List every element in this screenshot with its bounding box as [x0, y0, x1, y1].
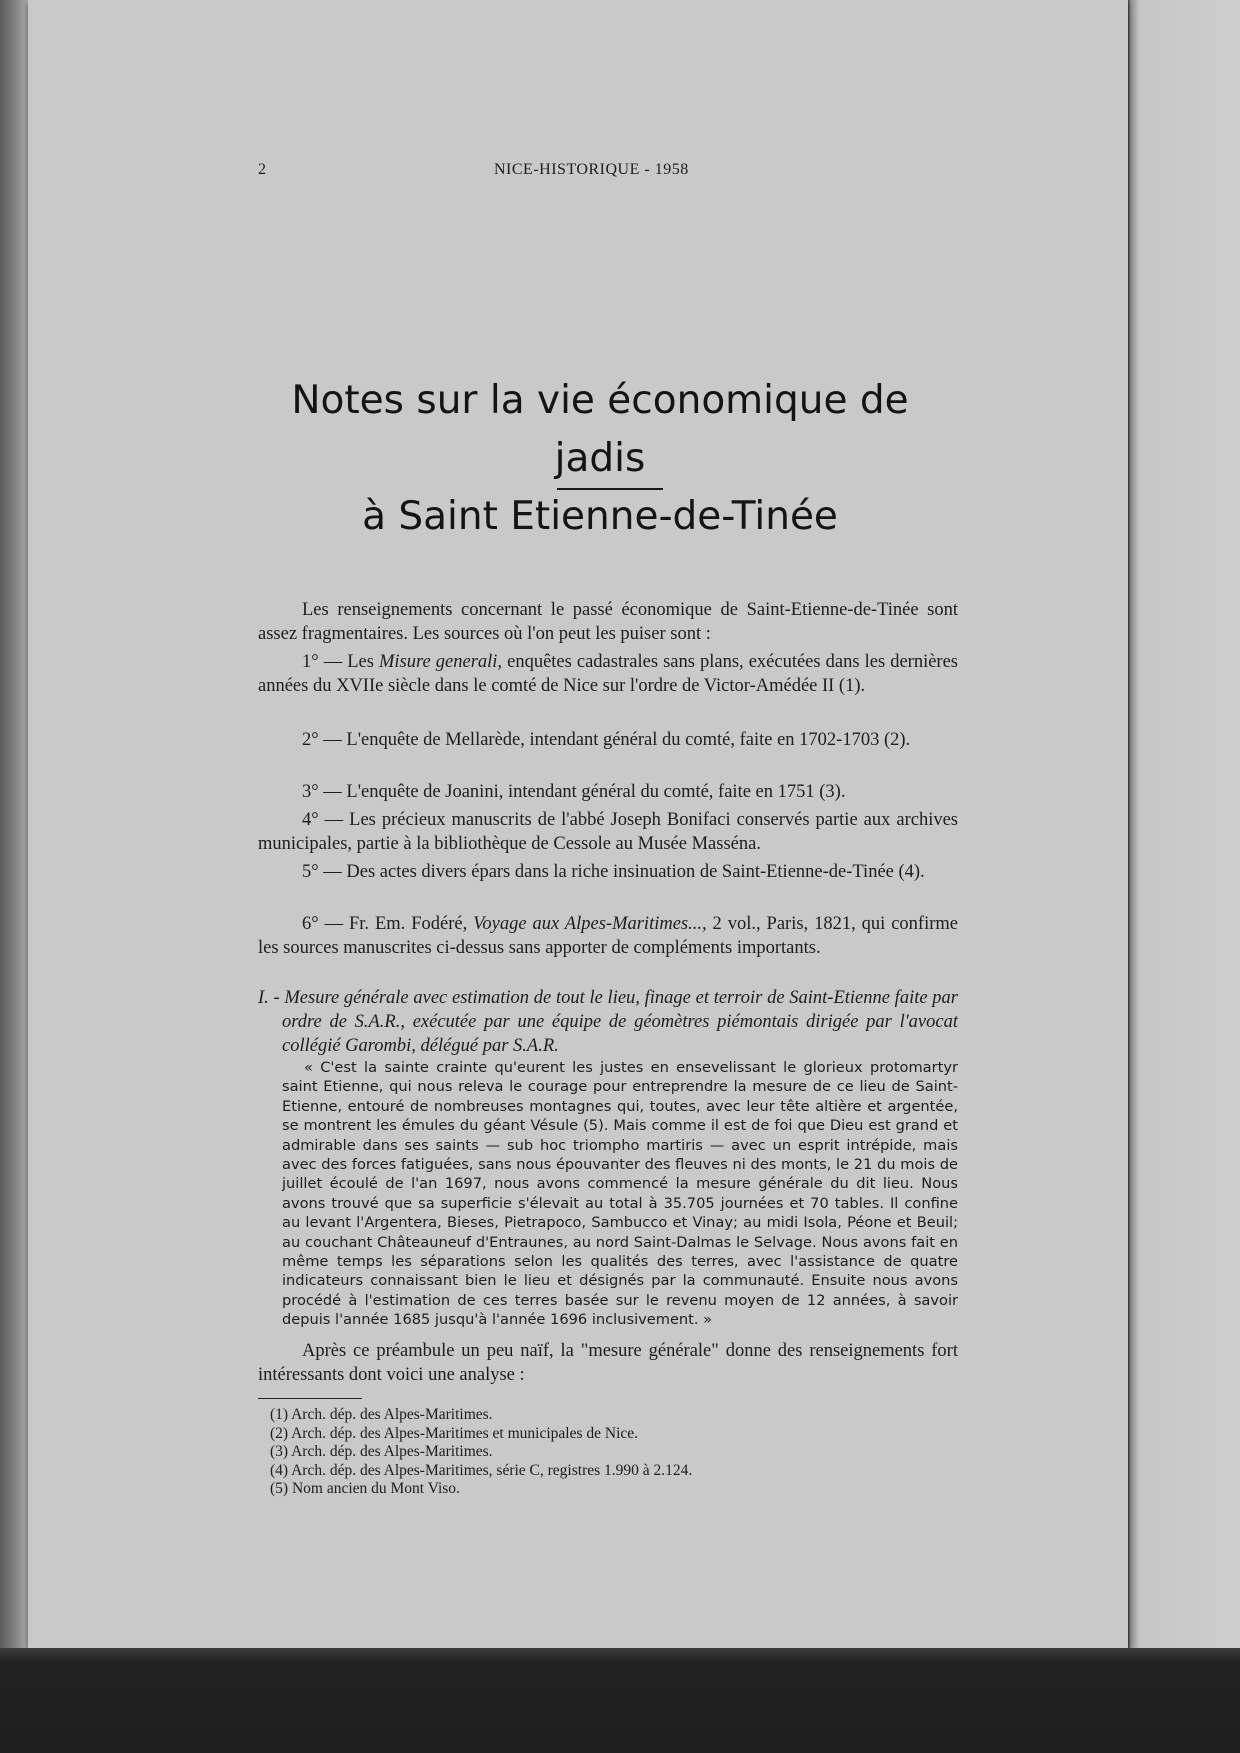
scanner-bottom-band [0, 1648, 1240, 1753]
running-header [258, 161, 958, 185]
footnote-rule [258, 1398, 362, 1399]
footnotes-list [270, 1406, 950, 1499]
source-item-5: 5° — Des actes divers épars dans la riche insinuation de Saint-Etienne-de-Tinée (4). [302, 862, 925, 882]
footnote-4: (4) Arch. dép. des Alpes-Maritimes, série C, registres 1.990 à 2.124. [270, 1461, 693, 1479]
source-item-6-start: 6° — Fr. Em. Fodéré, [302, 914, 474, 934]
source-item-4: 4° — Les précieux manuscrits de l'abbé Joseph Bonifaci conservés partie aux archives municipales, partie à la bibliothèque de Cessole au Musée Masséna. [258, 810, 958, 854]
article-title-line-2: à Saint Etienne-de-Tinée [362, 494, 838, 539]
source-item-2: 2° — L'enquête de Mellarède, intendant général du comté, faite en 1702-1703 (2). [302, 730, 911, 750]
source-item-6 [258, 912, 958, 960]
intro-paragraph: Les renseignements concernant le passé économique de Saint-Etienne-de-Tinée sont assez fragmentaires. Les sources où l'on peut les puiser sont : [258, 600, 958, 644]
title-rule [557, 488, 663, 490]
source-item-1 [258, 650, 958, 698]
footnote-2: (2) Arch. dép. des Alpes-Maritimes et municipales de Nice. [270, 1424, 639, 1442]
source-item-6-rest: 2 vol., Paris, 1821, qui confirme les sources manuscrites ci-dessus sans apporter de compléments importants. [258, 914, 958, 958]
source-item-1-number: 1° — Les [302, 652, 379, 672]
page-number: 2 [258, 161, 267, 178]
source-item-1-rest: enquêtes cadastrales sans plans, exécutées dans les dernières années du XVIIe siècle dans le comté de Nice sur l'ordre de Victor-Amédée II (1). [258, 652, 958, 696]
section-heading: I. - Mesure générale avec estimation de tout le lieu, finage et terroir de Saint-Etienne faite par ordre de S.A.R., exécutée par une équipe de géomètres piémontais dirigée par l'avocat collégié Garombi, délégué par S.A.R. [258, 988, 958, 1056]
source-item-6-italic: Voyage aux Alpes-Maritimes..., [473, 914, 707, 934]
closing-paragraph: Après ce préambule un peu naïf, la "mesure générale" donne des renseignements fort intéressants dont voici une analyse : [258, 1341, 958, 1385]
footnote-5: (5) Nom ancien du Mont Viso. [270, 1480, 460, 1497]
running-title: NICE-HISTORIQUE - 1958 [494, 161, 689, 178]
source-item-1-italic: Misure generali, [379, 652, 503, 672]
footnote-3: (3) Arch. dép. des Alpes-Maritimes. [270, 1443, 493, 1460]
article-title-line-1: Notes sur la vie économique de jadis [291, 378, 909, 481]
footnote-1: (1) Arch. dép. des Alpes-Maritimes. [270, 1406, 493, 1423]
article-title [240, 372, 960, 546]
source-item-3: 3° — L'enquête de Joanini, intendant général du comté, faite en 1751 (3). [302, 782, 846, 802]
next-page-edge [1130, 0, 1240, 1660]
block-quote: « C'est la sainte crainte qu'eurent les justes en ensevelissant le glorieux protomartyr saint Etienne, qui nous releva le courage pour entreprendre la mesure de ce lieu de Saint-Etienne, entouré de nombreuses montagnes qui, toutes, avec leur tête altière et argentée, se montrent les émules du géant Vésule (5). Mais comme il est de foi que Dieu est grand et admirable dans ses saints — sub hoc triompho martiris — avec un esprit intrépide, mais avec des forces fatiguées, sans nous épouvanter des fleuves ni des monts, le 21 du mois de juillet écoulé de l'an 1697, nous avons commencé la mesure générale du dit lieu. Nous avons trouvé que sa superficie s'élevait au total à 35.705 journées et 70 tables. Il confine au levant l'Argentera, Bieses, Pietrapoco, Sambucco et Vinay; au midi Isola, Péone et Beuil; au couchant Châteauneuf d'Entraunes, au nord Saint-Dalmas le Selvage. Nous avons fait en même temps les séparations selon les qualités des terres, avec l'assistance de quatre indicateurs connaissant bien le lieu et désignés par la communauté. Ensuite nous avons procédé à l'estimation de ces terres basée sur le revenu moyen de 12 années, à savoir depuis l'année 1685 jusqu'à l'année 1696 inclusivement. » [282, 1059, 958, 1329]
